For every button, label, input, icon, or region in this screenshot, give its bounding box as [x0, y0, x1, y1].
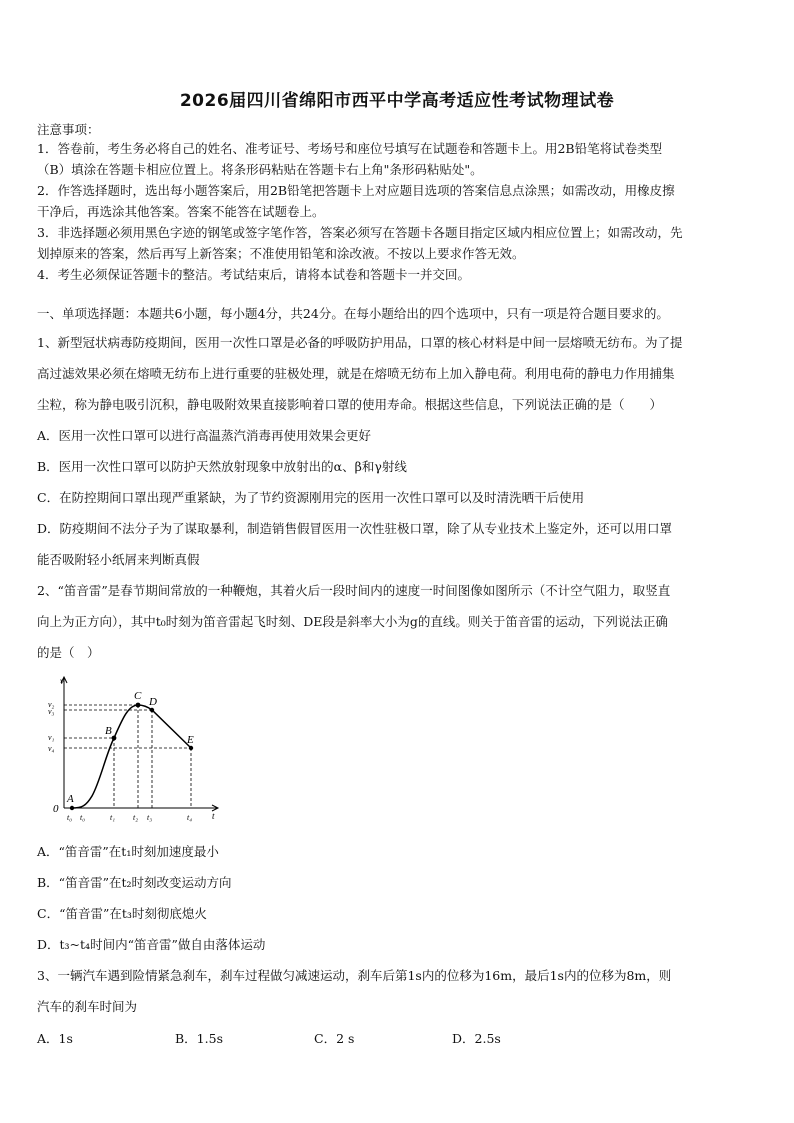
- option-c: C．在防控期间口罩出现严重紧缺，为了节约资源刚用完的医用一次性口罩可以及时清洗晒干后使用: [37, 490, 585, 505]
- question-stem-line: 1、新型冠状病毒防疫期间，医用一次性口罩是必备的呼吸防护用品，口罩的核心材料是中间一层熔喷无纺布。为了提: [37, 335, 683, 350]
- notice-line: 1．答卷前，考生务必将自己的姓名、准考证号、考场号和座位号填写在试题卷和答题卡上。用2B铅笔将试卷类型: [37, 141, 663, 156]
- point-c: [136, 703, 141, 708]
- tick-t3: t₃: [147, 813, 153, 822]
- option-d: D．防疫期间不法分子为了谋取暴利，制造销售假冒医用一次性驻极口罩，除了从专业技术上鉴定外，还可以用口罩: [37, 521, 673, 536]
- label-d: D: [149, 696, 157, 708]
- tick-v1: v₁: [48, 733, 55, 742]
- tick-t4: t₄: [187, 813, 193, 822]
- option-a: A．医用一次性口罩可以进行高温蒸汽消毒再使用效果会更好: [37, 428, 372, 443]
- notice-line: 2．作答选择题时，选出每小题答案后，用2B铅笔把答题卡上对应题目选项的答案信息点涂黑；如需改动，用橡皮擦: [37, 183, 675, 198]
- label-b: B: [105, 725, 112, 737]
- option-d-continued: 能否吸附轻小纸屑来判断真假: [37, 552, 200, 567]
- tick-v3: v₃: [48, 707, 55, 716]
- point-d: [150, 708, 154, 712]
- tick-t2: t₂: [133, 813, 139, 822]
- option-a: A．“笛音雷”在t₁时刻加速度最小: [37, 844, 219, 859]
- option-a: A．1s: [37, 1031, 73, 1046]
- option-b: B．“笛音雷”在t₂时刻改变运动方向: [37, 875, 232, 890]
- notice-line: 4．考生必须保证答题卡的整洁。考试结束后，请将本试卷和答题卡一并交回。: [37, 267, 470, 282]
- notice-line: 干净后，再选涂其他答案。答案不能答在试题卷上。: [37, 204, 325, 219]
- question-stem-line: 汽车的刹车时间为: [37, 999, 138, 1014]
- tick-t0-second: t₀: [80, 813, 86, 822]
- axis-v-label: v: [60, 676, 64, 686]
- tick-v2: v₂: [48, 700, 55, 709]
- tick-t0: t₀: [67, 813, 73, 822]
- section-heading: 一、单项选择题：本题共6小题，每小题4分，共24分。在每小题给出的四个选项中，只有一项是符合题目要求的。: [37, 306, 669, 321]
- option-d: D．2.5s: [452, 1031, 501, 1046]
- question-stem-line: 的是（ ）: [37, 645, 100, 660]
- notice-heading: 注意事项：: [37, 122, 100, 137]
- notice-line: 划掉原来的答案，然后再写上新答案；不准使用铅笔和涂改液。不按以上要求作答无效。: [37, 246, 525, 261]
- option-b: B．医用一次性口罩可以防护天然放射现象中放射出的α、β和γ射线: [37, 459, 407, 474]
- option-d: D．t₃~t₄时间内“笛音雷”做自由落体运动: [37, 937, 266, 952]
- exam-title: 2026届四川省绵阳市西平中学高考适应性考试物理试卷: [179, 91, 615, 111]
- option-b: B．1.5s: [175, 1031, 223, 1046]
- option-c: C．2 s: [314, 1031, 355, 1046]
- point-b: [112, 736, 117, 741]
- question-stem-line: 尘粒，称为静电吸引沉积，静电吸附效果直接影响着口罩的使用寿命。根据这些信息，下列说法正确的是（ ）: [37, 397, 663, 412]
- velocity-time-graph: [36, 672, 226, 828]
- point-a: [70, 806, 74, 810]
- label-e: E: [187, 734, 194, 746]
- axis-t-label: t: [212, 811, 215, 821]
- label-a: A: [67, 793, 74, 805]
- guide-lines: [64, 705, 191, 808]
- origin-label: 0: [53, 803, 59, 815]
- question-stem-line: 高过滤效果必须在熔喷无纺布上进行重要的驻极处理，就是在熔喷无纺布上加入静电荷。利用电荷的静电力作用捕集: [37, 366, 675, 381]
- label-c: C: [134, 690, 142, 702]
- tick-t1: t₁: [110, 813, 116, 822]
- velocity-curve: [72, 705, 191, 808]
- notice-line: （B）填涂在答题卡相应位置上。将条形码粘贴在答题卡右上角"条形码粘贴处"。: [37, 162, 483, 177]
- option-c: C．“笛音雷”在t₃时刻彻底熄火: [37, 906, 207, 921]
- question-stem-line: 2、“笛音雷”是春节期间常放的一种鞭炮，其着火后一段时间内的速度一时间图像如图所示（不计空气阻力，取竖直: [37, 583, 671, 598]
- question-stem-line: 3、一辆汽车遇到险情紧急刹车，刹车过程做匀减速运动，刹车后第1s内的位移为16m，最后1s内的位移为8m，则: [37, 968, 672, 983]
- point-e: [189, 746, 193, 750]
- tick-v4: v₄: [48, 744, 55, 753]
- notice-line: 3．非选择题必须用黑色字迹的钢笔或签字笔作答，答案必须写在答题卡各题目指定区域内相应位置上；如需改动，先: [37, 225, 683, 240]
- question-stem-line: 向上为正方向），其中t₀时刻为笛音雷起飞时刻、DE段是斜率大小为g的直线。则关于笛音雷的运动，下列说法正确: [37, 614, 668, 629]
